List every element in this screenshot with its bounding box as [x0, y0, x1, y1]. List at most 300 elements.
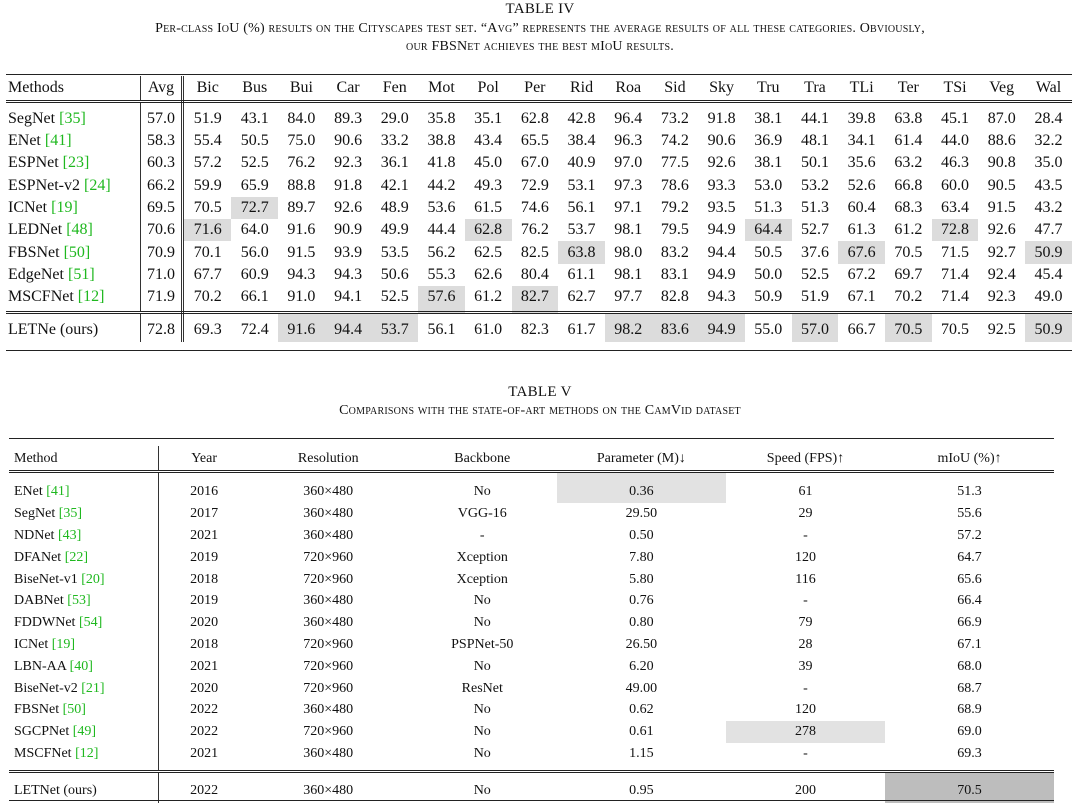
table4-value-cell: 90.6	[707, 132, 736, 150]
table4-value-cell: 60.3	[141, 152, 183, 174]
table4-header-cell: Avg	[141, 76, 183, 102]
table4-value-cell: 62.8	[520, 110, 549, 127]
table4-value-cell: 98.0	[614, 243, 643, 261]
table4-value-cell: 94.9	[698, 313, 745, 343]
table4-method-cell	[6, 175, 141, 197]
table5-caption: Comparisons with the state-of-art methods on the CamVid dataset	[339, 403, 741, 418]
table4-value-cell: 56.2	[427, 243, 456, 261]
table5-header-cell: Year	[159, 446, 249, 472]
table5-year-cell: 2020	[190, 615, 219, 631]
table4-row	[6, 102, 1072, 131]
table4-value-cell: 91.6	[287, 221, 316, 239]
table4-value-cell: 50.5	[240, 132, 269, 150]
table4-value-cell: 55.4	[193, 132, 222, 150]
table4-value-cell: 71.4	[941, 265, 970, 283]
table4-value-cell: 50.6	[380, 265, 409, 283]
table5-miou-cell: 68.0	[957, 658, 982, 674]
table4-value-cell: 50.9	[745, 286, 792, 313]
table4-header-cell: Veg	[978, 76, 1025, 102]
table5-backbone-cell: No	[473, 702, 491, 718]
table4-value-cell: 66.7	[847, 320, 876, 338]
table4-value-cell: 28.4	[1034, 110, 1063, 127]
table4-header-cell: Fen	[371, 76, 418, 102]
table4-value-cell: 69.5	[141, 197, 183, 219]
table4-top-rule	[6, 74, 1072, 75]
table4-value-cell: 44.4	[427, 221, 456, 239]
table5-method-cell	[9, 568, 159, 590]
table4-value-cell: 94.3	[334, 265, 363, 283]
table4-value-cell: 72.8	[932, 219, 979, 241]
table4-value-cell: 58.3	[141, 130, 183, 152]
citation-link[interactable]: [41]	[46, 484, 70, 500]
table5-params-cell: 6.20	[629, 658, 654, 674]
table4-method-cell	[6, 241, 141, 263]
table4-value-cell: 65.9	[240, 176, 269, 194]
table4-value-cell: 92.4	[987, 265, 1016, 283]
table5-row	[9, 472, 1054, 503]
table4-value-cell: 63.2	[894, 154, 923, 172]
method-name: SegNet	[8, 110, 56, 127]
table4-header-cell: Wal	[1025, 76, 1072, 102]
table5-miou-cell: 69.0	[957, 724, 982, 740]
table4-value-cell: 61.4	[894, 132, 923, 150]
table5-bottom-rule	[9, 800, 1054, 801]
table4-method-cell: LETNe (ours)	[8, 320, 99, 338]
method-name: MSCFNet	[8, 288, 74, 306]
table5-resolution-cell: 360×480	[303, 506, 354, 522]
citation-link[interactable]: [24]	[84, 176, 111, 194]
table4-value-cell: 90.9	[334, 221, 363, 239]
method-name: BiseNet-v2	[14, 680, 78, 696]
table4-value-cell: 65.5	[520, 132, 549, 150]
table4-value-cell: 63.4	[941, 199, 970, 217]
table4-value-cell: 34.1	[847, 132, 876, 150]
table4-value-cell: 91.5	[987, 199, 1016, 217]
table4-value-cell: 97.3	[614, 176, 643, 194]
table4-method-cell	[6, 264, 141, 286]
table5-resolution-cell: 720×960	[303, 658, 354, 674]
table5-row	[9, 568, 1054, 590]
citation-link[interactable]: [48]	[66, 221, 93, 239]
table5-year-cell: 2020	[190, 680, 219, 696]
table4-caption	[20, 20, 1060, 56]
table5-resolution-cell: 720×960	[303, 549, 354, 565]
table4-value-cell: 52.6	[847, 176, 876, 194]
table4-value-cell: 64.0	[240, 221, 269, 239]
table4-value-cell: 42.8	[567, 110, 596, 127]
table5-method-cell	[9, 699, 159, 721]
table5-miou-cell: 65.6	[957, 571, 982, 587]
table4-header-cell: Bic	[183, 76, 232, 102]
method-name: ESPNet	[8, 154, 59, 172]
table4-value-cell: 57.0	[792, 313, 839, 343]
table4-value-cell: 92.7	[987, 243, 1016, 261]
table5-speed-cell: 39	[798, 658, 813, 674]
method-name: NDNet	[14, 527, 55, 543]
table5-title: TABLE V	[508, 384, 572, 400]
table5-params-cell: 49.00	[625, 680, 658, 696]
table5-resolution-cell: 360×480	[249, 743, 408, 772]
table4-value-cell: 72.9	[520, 176, 549, 194]
table4-header-cell: Pol	[465, 76, 512, 102]
method-name: DABNet	[14, 593, 64, 609]
table4-value-cell: 92.6	[707, 154, 736, 172]
table5-method-cell	[9, 546, 159, 568]
table4-value-cell: 38.8	[427, 132, 456, 150]
method-name: ESPNet-v2	[8, 176, 80, 194]
table5-miou-cell: 67.1	[957, 636, 982, 652]
table4-value-cell: 94.9	[707, 265, 736, 283]
table5-method-cell	[9, 721, 159, 743]
table4-row	[6, 286, 1072, 313]
table4-header-cell: TSi	[932, 76, 979, 102]
table4-value-cell: 92.3	[334, 154, 363, 172]
table5-params-cell: 0.50	[629, 527, 654, 543]
table4-method-cell	[6, 219, 141, 241]
table5-method-cell	[9, 503, 159, 525]
table4-value-cell: 53.7	[567, 221, 596, 239]
table5-params-cell: 0.76	[629, 593, 654, 609]
table5-row	[9, 546, 1054, 568]
table4-value-cell: 67.1	[838, 286, 885, 313]
citation-link[interactable]: [12]	[77, 288, 105, 306]
table4-bottom-rule	[6, 350, 1072, 351]
table4-value-cell: 84.0	[287, 110, 316, 127]
table4-value-cell: 90.8	[987, 154, 1016, 172]
table5-method-cell: LETNet (ours)	[9, 772, 159, 804]
citation-link[interactable]: [35]	[58, 506, 83, 522]
table4-value-cell: 56.1	[567, 199, 596, 217]
table4-value-cell: 82.5	[520, 243, 549, 261]
table5-row	[9, 699, 1054, 721]
table4	[6, 76, 1072, 342]
table5-backbone-cell: No	[473, 782, 491, 798]
table5-miou-cell: 57.2	[957, 527, 982, 543]
citation-link[interactable]: [12]	[75, 745, 99, 761]
table4-header-cell: Ter	[885, 76, 932, 102]
table5-year-cell: 2018	[190, 636, 219, 652]
table4-row	[6, 264, 1072, 286]
table4-value-cell: 45.0	[474, 154, 503, 172]
table4-value-cell: 32.2	[1034, 132, 1063, 150]
table5-speed-cell: 61	[798, 484, 813, 500]
table4-value-cell: 49.3	[474, 176, 503, 194]
citation-link[interactable]: [43]	[57, 527, 82, 543]
table4-value-cell: 50.1	[800, 154, 829, 172]
table4-value-cell: 91.8	[707, 110, 736, 127]
table5-resolution-cell: 360×480	[303, 593, 354, 609]
table4-value-cell: 45.1	[941, 110, 970, 127]
table4-value-cell: 38.1	[754, 154, 783, 172]
table4-value-cell: 57.0	[141, 102, 183, 131]
table4-value-cell: 52.5	[240, 154, 269, 172]
table5-method-cell	[9, 472, 159, 503]
table4-value-cell: 48.1	[800, 132, 829, 150]
citation-link[interactable]: [40]	[69, 658, 93, 674]
table5-year-cell: 2021	[190, 658, 219, 674]
table4-value-cell: 70.5	[894, 243, 923, 261]
table5-year-cell: 2019	[190, 593, 219, 609]
citation-link[interactable]: [50]	[63, 243, 91, 261]
method-name: FBSNet	[8, 243, 60, 261]
citation-link[interactable]: [53]	[67, 593, 91, 609]
table5-backbone-cell: No	[473, 615, 491, 631]
citation-link[interactable]: [20]	[81, 571, 105, 587]
table4-value-cell: 38.1	[754, 110, 783, 127]
table4-value-cell: 90.6	[334, 132, 363, 150]
table4-value-cell: 92.6	[987, 221, 1016, 239]
table4-value-cell: 93.3	[707, 176, 736, 194]
table4-value-cell: 67.2	[847, 265, 876, 283]
table4-value-cell: 45.4	[1034, 265, 1063, 283]
table4-value-cell: 83.1	[660, 265, 689, 283]
table5-year-cell: 2021	[159, 743, 249, 772]
table5-params-cell: 0.61	[629, 724, 654, 740]
table4-row	[6, 152, 1072, 174]
table5-params-cell: 0.62	[629, 702, 654, 718]
table5-params-cell: 5.80	[629, 571, 654, 587]
table4-value-cell: 70.5	[193, 199, 222, 217]
citation-link[interactable]: [23]	[62, 154, 90, 172]
table5-backbone-cell: ResNet	[461, 680, 503, 696]
table5-params-cell: 29.50	[625, 506, 658, 522]
table5-speed-cell: 120	[795, 549, 816, 565]
table5-row	[9, 590, 1054, 612]
table4-value-cell: 87.0	[987, 110, 1016, 127]
table4-value-cell: 88.8	[287, 176, 316, 194]
table4-value-cell: 64.4	[745, 219, 792, 241]
table4-value-cell: 63.8	[894, 110, 923, 127]
table5-speed-cell: 120	[795, 702, 816, 718]
table4-value-cell: 61.7	[567, 320, 596, 338]
table4-value-cell: 62.8	[465, 219, 512, 241]
method-name: LEDNet	[8, 221, 63, 239]
table4-value-cell: 50.5	[754, 243, 783, 261]
table4-value-cell: 61.2	[894, 221, 923, 239]
table4-value-cell: 71.5	[941, 243, 970, 261]
table4-value-cell: 42.1	[380, 176, 409, 194]
table5-resolution-cell: 360×480	[303, 702, 354, 718]
table4-value-cell: 92.5	[987, 320, 1016, 338]
table4-value-cell: 72.7	[231, 197, 278, 219]
table4-header-cell: Methods	[6, 76, 141, 102]
table5-resolution-cell: 360×480	[303, 484, 354, 500]
method-name: SGCPNet	[14, 724, 70, 740]
table4-value-cell: 60.0	[941, 176, 970, 194]
table4-value-cell: 48.9	[380, 199, 409, 217]
table4-value-cell: 79.5	[660, 221, 689, 239]
table5-header-cell: Resolution	[249, 446, 408, 472]
method-name: DFANet	[14, 549, 62, 565]
table4-header-row	[6, 76, 1072, 102]
citation-link[interactable]: [51]	[67, 265, 95, 283]
table5-backbone-cell: -	[479, 527, 485, 543]
table4-header-cell: TLi	[838, 76, 885, 102]
table4-value-cell: 44.2	[427, 176, 456, 194]
citation-link[interactable]: [21]	[81, 680, 105, 696]
table4-value-cell: 93.9	[334, 243, 363, 261]
table4-header-cell: Roa	[605, 76, 652, 102]
table4-value-cell: 67.0	[520, 154, 549, 172]
table4-value-cell: 50.9	[1025, 241, 1072, 263]
table4-value-cell: 98.1	[614, 265, 643, 283]
table5-header-cell: mIoU (%)↑	[885, 446, 1054, 472]
citation-link[interactable]: [22]	[64, 549, 89, 565]
table5-params-cell: 1.15	[557, 743, 726, 772]
table5-params-cell: 0.36	[557, 472, 726, 503]
citation-link[interactable]: [49]	[72, 724, 97, 740]
table4-value-cell: 74.6	[520, 199, 549, 217]
table5-resolution-cell: 720×960	[303, 636, 354, 652]
table4-value-cell: 97.0	[614, 154, 643, 172]
table4-value-cell: 49.9	[380, 221, 409, 239]
table4-value-cell: 37.6	[800, 243, 829, 261]
method-name: SegNet	[14, 506, 56, 522]
table4-value-cell: 76.2	[520, 221, 549, 239]
citation-link[interactable]: [50]	[62, 702, 86, 718]
table5-miou-cell: 69.3	[885, 743, 1054, 772]
method-name: BiseNet-v1	[14, 571, 78, 587]
table5-year-cell: 2019	[190, 549, 219, 565]
table4-value-cell: 91.8	[334, 176, 363, 194]
table4-value-cell: 74.2	[660, 132, 689, 150]
table4-value-cell: 43.2	[1034, 199, 1063, 217]
table4-caption-line1: Per-class IoU (%) results on the Cityscapes test set. “Avg” represents the average results of all these categories. Obviously,	[155, 21, 925, 36]
table4-value-cell: 67.6	[838, 241, 885, 263]
table5-year-cell: 2018	[190, 571, 219, 587]
table5-method-cell	[9, 743, 159, 772]
table4-value-cell: 59.9	[193, 176, 222, 194]
table4-value-cell: 53.0	[754, 176, 783, 194]
table4-value-cell: 53.6	[427, 199, 456, 217]
table5-row	[9, 655, 1054, 677]
method-name: ENet	[14, 484, 43, 500]
table4-value-cell: 61.5	[474, 199, 503, 217]
table4-value-cell: 52.5	[800, 265, 829, 283]
table4-value-cell: 53.1	[567, 176, 596, 194]
table5-row	[9, 612, 1054, 634]
table5-backbone-cell: Xception	[456, 549, 508, 565]
table4-value-cell: 78.6	[660, 176, 689, 194]
table4-value-cell: 53.2	[800, 176, 829, 194]
table4-value-cell: 80.4	[520, 265, 549, 283]
table5-method-cell	[9, 634, 159, 656]
table5-resolution-cell: 360×480	[303, 527, 354, 543]
citation-link[interactable]: [35]	[59, 110, 86, 127]
table5-miou-cell: 70.5	[885, 772, 1054, 804]
table4-method-cell	[6, 152, 141, 174]
table4-value-cell: 35.8	[427, 110, 456, 127]
table4-value-cell: 55.3	[427, 265, 456, 283]
table4-value-cell: 94.4	[325, 313, 372, 343]
table4-value-cell: 40.9	[567, 154, 596, 172]
table4-value-cell: 36.9	[754, 132, 783, 150]
table5-backbone-cell: No	[473, 484, 491, 500]
table4-value-cell: 67.7	[193, 265, 222, 283]
table5-speed-cell: -	[803, 527, 808, 543]
method-name: ICNet	[8, 199, 48, 217]
table4-value-cell: 94.3	[287, 265, 316, 283]
table5-method-cell	[9, 590, 159, 612]
table5-miou-cell: 68.9	[957, 702, 982, 718]
table5-resolution-cell: 720×960	[303, 724, 354, 740]
citation-link[interactable]: [41]	[44, 132, 72, 150]
table4-value-cell: 94.4	[707, 243, 736, 261]
table5-speed-cell: 116	[795, 571, 816, 587]
table4-value-cell: 98.1	[614, 221, 643, 239]
table5-resolution-cell: 720×960	[303, 680, 354, 696]
table5-speed-cell: 278	[726, 721, 885, 743]
table5-miou-cell: 66.4	[957, 593, 982, 609]
table4-value-cell: 82.8	[652, 286, 699, 313]
table4-header-cell: Tra	[792, 76, 839, 102]
table4-value-cell: 97.7	[605, 286, 652, 313]
table4-value-cell: 29.0	[380, 110, 409, 127]
table5	[9, 446, 1054, 803]
table4-value-cell: 46.3	[941, 154, 970, 172]
table4-header-cell: Sid	[652, 76, 699, 102]
citation-link[interactable]: [54]	[78, 615, 103, 631]
table5-header-cell: Method	[9, 446, 159, 472]
table4-ours-row	[6, 313, 1072, 343]
table5-speed-cell: 79	[798, 615, 813, 631]
table4-value-cell: 70.2	[183, 286, 232, 313]
table4-value-cell: 71.9	[141, 286, 183, 313]
table5-backbone-cell: No	[473, 593, 491, 609]
table4-value-cell: 43.5	[1034, 176, 1063, 194]
table4-value-cell: 89.7	[287, 199, 316, 217]
table4-value-cell: 96.4	[614, 110, 643, 127]
table5-backbone-cell: VGG-16	[457, 506, 507, 522]
table5-backbone-cell: Xception	[456, 571, 508, 587]
table4-value-cell: 77.5	[660, 154, 689, 172]
table4-value-cell: 44.0	[941, 132, 970, 150]
table5-backbone-cell: PSPNet-50	[451, 636, 514, 652]
table4-value-cell: 51.3	[754, 199, 783, 217]
table5-top-rule	[9, 438, 1054, 439]
method-name: FBSNet	[14, 702, 60, 718]
citation-link[interactable]: [19]	[51, 199, 78, 217]
table4-value-cell: 43.1	[240, 110, 269, 127]
table5-row	[9, 677, 1054, 699]
table4-value-cell: 57.6	[418, 286, 465, 313]
table4-value-cell: 69.7	[894, 265, 923, 283]
table4-value-cell: 79.2	[660, 199, 689, 217]
table4-value-cell: 43.4	[474, 132, 503, 150]
table5-method-cell	[9, 525, 159, 547]
table5-row	[9, 634, 1054, 656]
table4-header-cell: Bui	[278, 76, 325, 102]
table4-value-cell: 73.2	[660, 110, 689, 127]
table4-value-cell: 53.7	[371, 313, 418, 343]
table5-resolution-cell: 360×480	[303, 782, 354, 798]
table5-header-cell: Speed (FPS)↑	[726, 446, 885, 472]
method-name: ICNet	[14, 636, 49, 652]
citation-link[interactable]: [19]	[51, 636, 76, 652]
table4-value-cell: 36.1	[380, 154, 409, 172]
table4-value-cell: 89.3	[334, 110, 363, 127]
table4-title: TABLE IV	[505, 1, 575, 17]
table4-value-cell: 53.5	[380, 243, 409, 261]
table4-method-cell	[6, 197, 141, 219]
table5-params-cell: 0.95	[629, 782, 654, 798]
table5-method-cell	[9, 612, 159, 634]
table5-ours-row	[9, 772, 1054, 804]
table4-value-cell: 93.5	[707, 199, 736, 217]
table4-value-cell: 33.2	[380, 132, 409, 150]
table5-backbone-cell: No	[408, 743, 557, 772]
table5-miou-cell: 55.6	[957, 506, 982, 522]
